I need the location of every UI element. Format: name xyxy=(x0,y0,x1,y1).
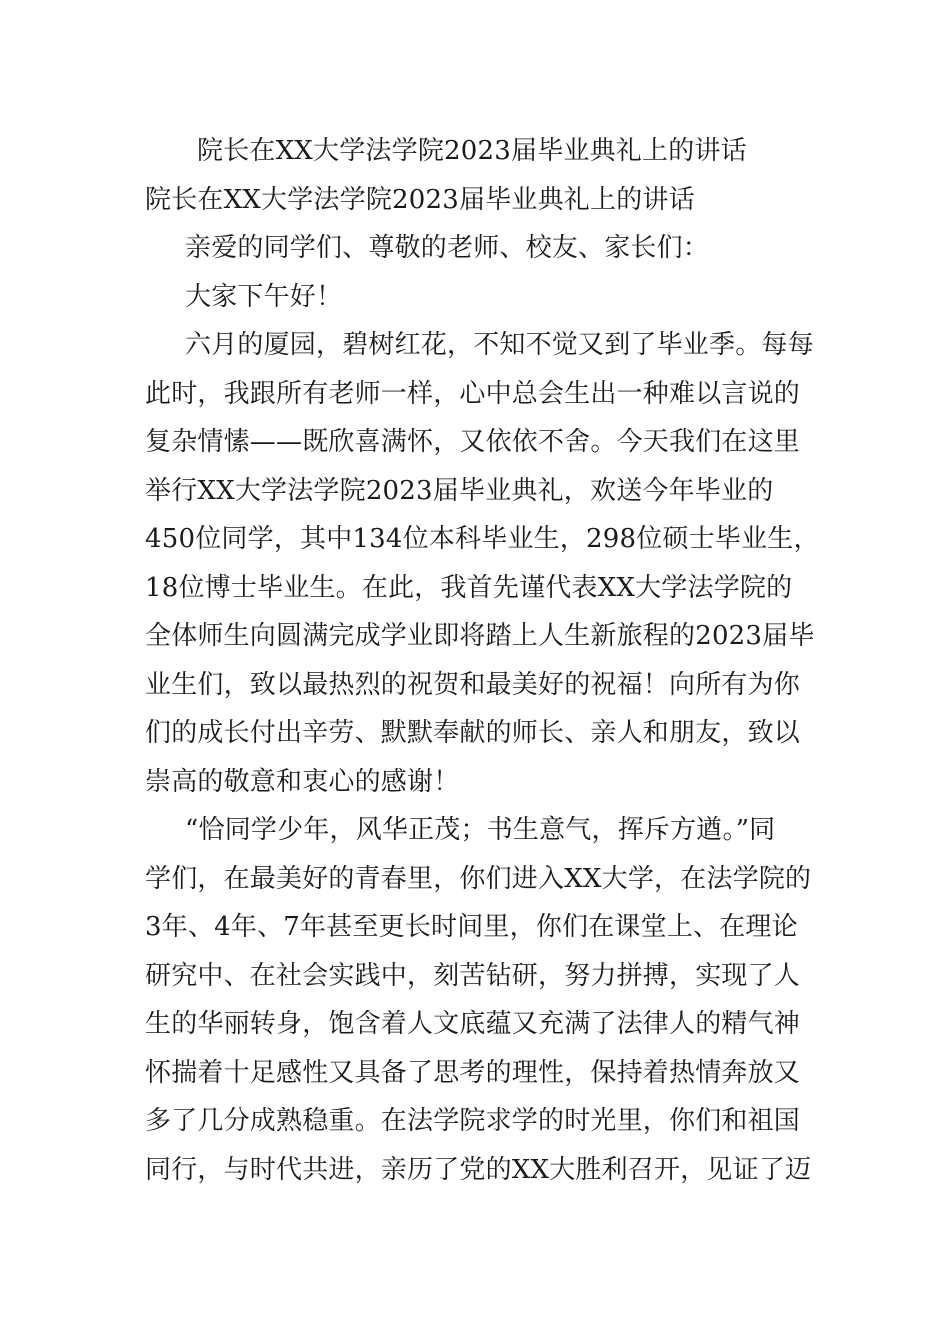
paragraph-line: 研究中、在社会实践中，刻苦钻研，努力拼搏，实现了人 xyxy=(145,960,801,991)
paragraph-line: 复杂情愫——既欣喜满怀，又依依不舍。今天我们在这里 xyxy=(145,427,801,457)
paragraph-line: “恰同学少年，风华正茂；书生意气，挥斥方遒。”同 xyxy=(185,815,776,845)
paragraph-line: 怀揣着十足感性又具备了思考的理性，保持着热情奔放又 xyxy=(145,1057,801,1088)
document-body xyxy=(145,127,820,1194)
paragraph-line: 450位同学，其中134位本科毕业生，298位硕士毕业生， xyxy=(145,524,820,554)
paragraph-line: 业生们，致以最热烈的祝贺和最美好的祝福！向所有为你 xyxy=(145,669,801,700)
paragraph-line: 学们，在最美好的青春里，你们进入XX大学，在法学院的 xyxy=(145,863,812,894)
paragraph-line: 六月的厦园，碧树红花，不知不觉又到了毕业季。每每 xyxy=(185,330,814,360)
paragraph-line: 18位博士毕业生。在此，我首先谨代表XX大学法学院的 xyxy=(145,572,793,603)
paragraph-line: 全体师生向圆满完成学业即将踏上人生新旅程的2023届毕 xyxy=(145,621,815,651)
greeting: 大家下午好！ xyxy=(185,281,343,312)
paragraph-2 xyxy=(145,806,810,1194)
paragraph-line: 同行，与时代共进，亲历了党的XX大胜利召开，见证了迈 xyxy=(145,1154,812,1185)
paragraph-line: 生的华丽转身，饱含着人文底蕴又充满了法律人的精气神 xyxy=(145,1009,801,1039)
salutation: 亲爱的同学们、尊敬的老师、校友、家长们： xyxy=(185,233,710,263)
paragraph-line: 3年、4年、7年甚至更长时间里，你们在课堂上、在理论 xyxy=(145,912,798,942)
paragraph-1 xyxy=(145,321,820,806)
paragraph-line: 多了几分成熟稳重。在法学院求学的时光里，你们和祖国 xyxy=(145,1106,801,1136)
document-heading: 院长在XX大学法学院2023届毕业典礼上的讲话 xyxy=(145,184,695,215)
paragraph-line: 举行XX大学法学院2023届毕业典礼，欢送今年毕业的 xyxy=(145,475,774,506)
paragraph-line: 们的成长付出辛劳、默默奉献的师长、亲人和朋友，致以 xyxy=(145,718,801,748)
paragraph-line: 此时，我跟所有老师一样，心中总会生出一种难以言说的 xyxy=(145,378,801,409)
document-title: 院长在XX大学法学院2023届毕业典礼上的讲话 xyxy=(197,136,747,166)
paragraph-line: 崇高的敬意和衷心的感谢！ xyxy=(145,766,460,797)
